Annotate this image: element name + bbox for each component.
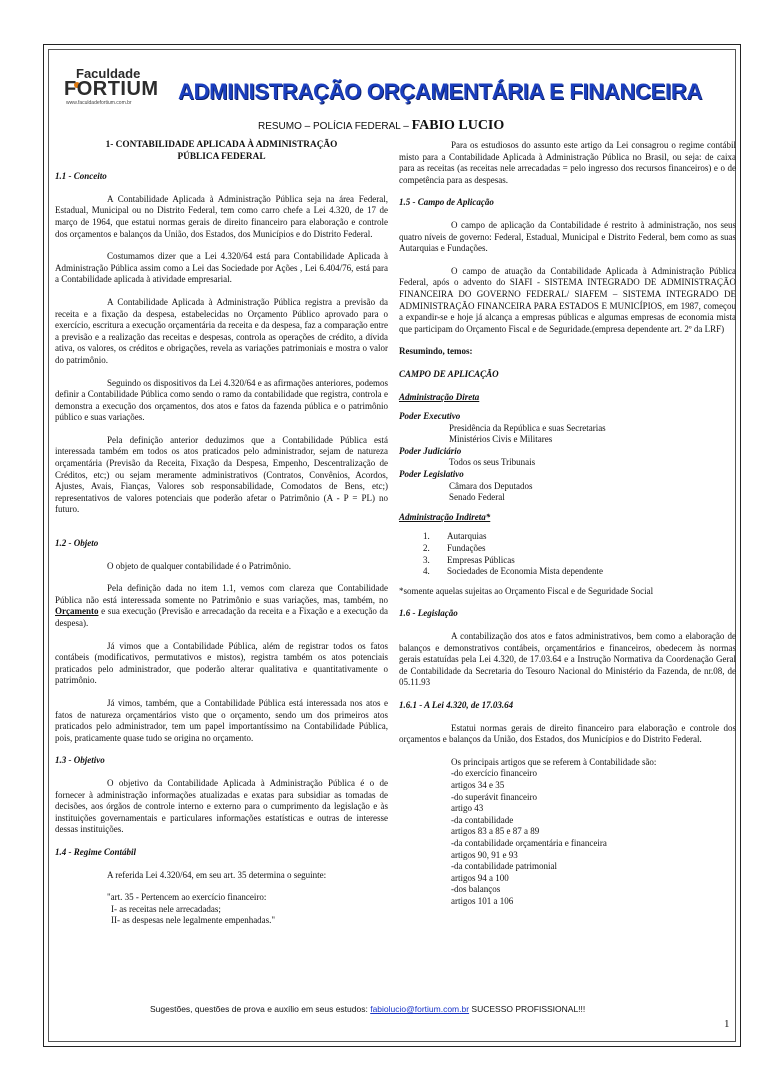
campo-heading: CAMPO DE APLICAÇÃO (399, 368, 499, 379)
article-line: -da contabilidade patrimonial (451, 861, 557, 872)
heading-objetivo: 1.3 - Objetivo (55, 755, 105, 766)
list-item: Câmara dos Deputados (449, 480, 533, 491)
paragraph (55, 583, 388, 629)
subtitle (258, 118, 504, 134)
adm-direta-heading: Administração Direta (399, 391, 480, 402)
banner-title: ADMINISTRAÇÃO ORÇAMENTÁRIA E FINANCEIRA (178, 79, 703, 104)
article-line: -do superávit financeiro (451, 791, 537, 802)
article-line: artigos 90, 91 e 93 (451, 849, 518, 860)
heading-conceito: 1.1 - Conceito (55, 171, 107, 182)
list-item: Todos os seus Tribunais (449, 457, 536, 468)
list-item (399, 531, 736, 543)
article-line: -da contabilidade (451, 814, 514, 825)
author-name: FABIO LUCIO (411, 118, 505, 133)
article-line: -da contabilidade orçamentária e financeira (451, 837, 607, 848)
heading-legislacao: 1.6 - Legislação (399, 608, 458, 619)
list-item (399, 543, 736, 555)
right-column (399, 140, 736, 907)
paragraph: Pela definição anterior deduzimos que a Contabilidade Pública está interessada também em todos os atos praticados pelo administrador, sejam de natureza orçamentária (Previsão da Receita, Fixação da Despesa, Empenho, Descentralização de Créditos, etc;) ou sejam meramente administrativos (Contratos, Convênios, Acordos, Ajustes, Avais, Fianças, Valores sob responsabilidade, Comodatos de Bens, etc;) representativos de valores potenciais que poderão afetar o Patrimônio (A - P = PL) no futuro. (55, 434, 388, 515)
logo-line2: FORTIUM (64, 78, 159, 100)
subtitle-prefix: RESUMO – POLÍCIA FEDERAL – (258, 121, 412, 132)
paragraph: Já vimos que a Contabilidade Pública, além de registrar todos os fatos contábeis (modificativos, permutativos e mistos), registra também os atos potenciais praticados pelo administrador, que poderão alterar qualitativa e quantitativamente o patrimônio. (55, 640, 388, 686)
section-title: 1- CONTABILIDADE APLICADA À ADMINISTRAÇÃO PÚBLICA FEDERAL (105, 140, 338, 162)
quote-line: "art. 35 - Pertencem ao exercício financeiro: (107, 892, 267, 903)
poder-executivo: Poder Executivo (399, 411, 461, 422)
paragraph: Seguindo os dispositivos da Lei 4.320/64 e as afirmações anteriores, podemos definir a Contabilidade Pública como sendo o ramo da contabilidade que registra, controla e demonstra a execução dos orçamentos, dos atos e fatos da fazenda pública e o patrimônio público e suas variações. (55, 377, 388, 423)
heading-objeto: 1.2 - Objeto (55, 538, 99, 549)
paragraph: A Contabilidade Aplicada à Administração Pública registra a previsão da receita e a fixação da despesa, estabelecidas no Orçamento Público aprovado para o exercício, escritura a execução orçamentária da receita e da despesa, faz a comparação entre a previsão e a realização das receitas e despesas, controla as operações de crédito, a dívida ativa, os valores, os créditos e obrigações, revela as variações patrimoniais e mostra o valor do patrimônio. (55, 296, 388, 365)
paragraph: O objeto de qualquer contabilidade é o Patrimônio. (107, 560, 291, 571)
paragraph: A referida Lei 4.320/64, em seu art. 35 determina o seguinte: (107, 869, 327, 880)
paragraph: O campo de aplicação da Contabilidade é restrito à administração, nos seus quatro níveis de governo: Federal, Estadual, Municipal e Distrito Federal, bem como as suas Autarquias e Fundações. (399, 219, 736, 254)
list-number: 3. (423, 554, 430, 565)
quote-line: I- as receitas nele arrecadadas; (111, 903, 221, 914)
article-line: artigos 34 e 35 (451, 779, 505, 790)
paragraph: Os principais artigos que se referem à Contabilidade são: (451, 756, 657, 767)
footer-tail: SUCESSO PROFISSIONAL!!! (469, 1004, 586, 1014)
list-text: Sociedades de Economia Mista dependente (447, 566, 603, 577)
orcamento-emphasis: Orçamento (55, 606, 99, 617)
paragraph: A contabilização dos atos e fatos administrativos, bem como a elaboração de balanços e demonstrativos contábeis, orçamentários e financeiros, obedecem às normas gerais estatuídas pela Lei 4.320, de 17.03.64 e a Instrução Normativa da Coordenação Geral de Contabilidade da Secretaria do Tesouro Nacional do Ministério da Fazenda, de nr.08, de 05.11.93 (399, 631, 736, 688)
paragraph: Para os estudiosos do assunto este artigo da Lei consagrou o regime contábil misto para a Contabilidade Aplicada à Administração Pública no Brasil, ou seja: de caixa para as receitas (as receitas nele arrecadadas = pelo ingresso dos recursos financeiros) e o de competência para as despesas. (399, 140, 736, 185)
footer-email-link[interactable]: fabiolucio@fortium.com.br (370, 1004, 470, 1014)
fortium-logo (62, 66, 159, 106)
list-item: Senado Federal (449, 492, 505, 503)
article-line: artigos 83 a 85 e 87 a 89 (451, 826, 540, 837)
heading-lei: 1.6.1 - A Lei 4.320, de 17.03.64 (399, 699, 514, 710)
article-line: artigo 43 (451, 803, 484, 814)
list-item: Ministérios Civis e Militares (449, 434, 553, 445)
left-column (55, 140, 388, 927)
paragraph: A Contabilidade Aplicada à Administração Pública seja na área Federal, Estadual, Municipal ou no Distrito Federal, tem como carro chefe a Lei 4.320, de 17 de março de 1964, que estatui normas gerais de direito financeiro para elaboração e controle dos orçamentos e balanços da União, dos Estados, dos Municípios e do Distrito Federal. (55, 193, 388, 239)
list-item (399, 555, 736, 567)
poder-legislativo: Poder Legislativo (399, 469, 464, 480)
list-number: 4. (423, 566, 430, 577)
list-item: Presidência da República e suas Secretarias (449, 422, 606, 433)
list-number: 2. (423, 543, 430, 554)
heading-regime: 1.4 - Regime Contábil (55, 846, 136, 857)
page-number: 1 (724, 1018, 730, 1030)
paragraph: Costumamos dizer que a Lei 4.320/64 está para Contabilidade Aplicada à Administração Pública assim como a Lei das Sociedade por Ações , Lei 6.404/76, está para a Contabilidade aplicada à atividade empresarial. (55, 251, 388, 285)
paragraph: O campo de atuação da Contabilidade Aplicada à Administração Pública Federal, após o advento do SIAFI - SISTEMA INTEGRADO DE ADMINISTRAÇÃO FINANCEIRA DO GOVERNO FEDERAL/ SIAFEM – SISTEMA INTEGRADO DE ADMINISTRAÇÃO FINANCEIRA PARA ESTADOS E MUNICÍPIOS, em 1987, começou a expandir-se e hoje já alcança a empresas públicas e algumas empresas de economia mista que participam do Orçamento Fiscal e de Seguridade.(empresa dependente art. 2º da LRF) (399, 265, 736, 334)
logo-line1: Faculdade (76, 66, 141, 81)
resumindo-label: Resumindo, temos: (399, 346, 473, 357)
adm-indireta-heading: Administração Indireta* (399, 511, 491, 522)
article-line: artigos 94 a 100 (451, 872, 509, 883)
quote-line: II- as despesas nele legalmente empenhadas." (111, 915, 276, 926)
list-text: Empresas Públicas (447, 554, 515, 565)
footnote: *somente aquelas sujeitas ao Orçamento Fiscal e de Seguridade Social (399, 585, 654, 596)
paragraph: O objetivo da Contabilidade Aplicada à Administração Pública é o de fornecer à administração informações atualizadas e exatas para subsidiar as tomadas de decisões, aos órgãos de controle interno e externo para o cumprimento da legislação e às instituições governamentais e particulares informações estatísticas e outras de interesse dessas instituições. (55, 777, 388, 835)
list-number: 1. (423, 531, 430, 542)
text-run: Pela definição dada no item 1.1, vemos com clareza que Contabilidade Pública não está interessada somente no Patrimônio e suas variações, mas, também, no (55, 583, 388, 605)
list-item (399, 566, 736, 578)
article-line: artigos 101 a 106 (451, 895, 514, 906)
paragraph: Estatui normas gerais de direito financeiro para elaboração e controle dos orçamentos e balanços da União, dos Estados, dos Municípios e do Distrito Federal. (399, 722, 736, 745)
paragraph: Já vimos, também, que a Contabilidade Pública está interessada nos atos e fatos de natureza orçamentários visto que o orçamento, sendo um dos primeiros atos praticados pelo administrador, tem um papel importantíssimo na Contabilidade Pública, pois, praticamente quase tudo se origina no orçamento. (55, 697, 388, 743)
footer (150, 1004, 585, 1014)
list-text: Autarquias (447, 531, 487, 542)
list-text: Fundações (447, 543, 486, 554)
heading-campo: 1.5 - Campo de Aplicação (399, 197, 494, 208)
poder-judiciario: Poder Judiciário (399, 445, 462, 456)
logo-url: www.faculdadefortium.com.br (66, 100, 132, 106)
article-line: -do exercício financeiro (451, 768, 537, 779)
article-line: -dos balanços (451, 884, 501, 895)
text-run: e sua execução (Previsão e arrecadação da receita e a Fixação e a execução da despesa). (55, 606, 388, 628)
footer-text: Sugestões, questões de prova e auxílio em seus estudos: (150, 1004, 371, 1014)
